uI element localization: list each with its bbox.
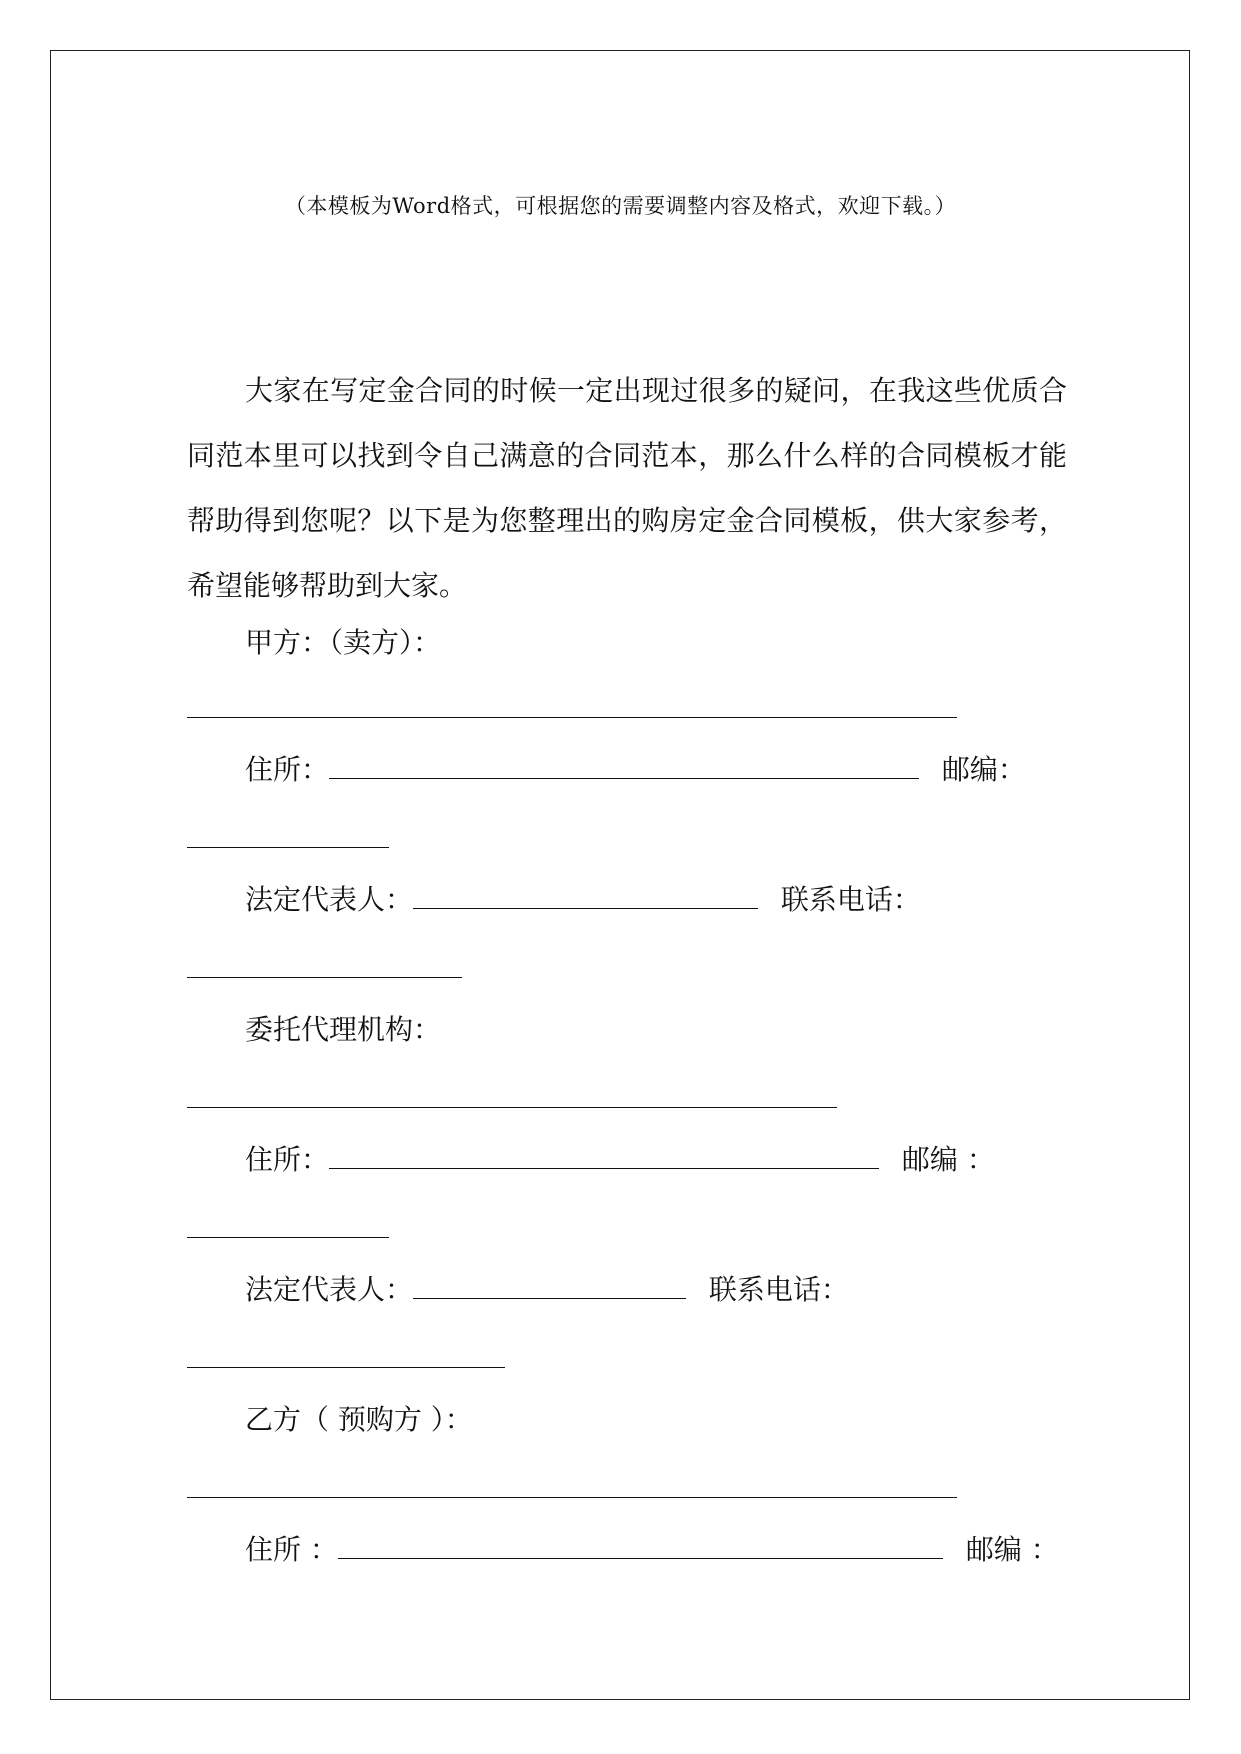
agency-name-field[interactable] (187, 1107, 837, 1108)
address-label-2: 住所： (245, 1143, 330, 1176)
address-row-1 (245, 752, 1026, 788)
legal-rep-label-2: 法定代表人： (245, 1273, 414, 1306)
phone-label-1: 联系电话： (780, 883, 921, 916)
address-row-3 (245, 1532, 1059, 1568)
phone-label-2: 联系电话： (708, 1273, 849, 1306)
address-label-3: 住所 ： (245, 1533, 338, 1566)
address-row-2 (245, 1142, 995, 1178)
postcode-label-3: 邮编 ： (965, 1533, 1059, 1566)
postcode-field-2[interactable] (187, 1237, 389, 1238)
phone-field-1[interactable] (187, 977, 462, 978)
address-label-1: 住所： (245, 753, 330, 786)
address-field-3[interactable] (338, 1532, 943, 1559)
intro-paragraph: 大家在写定金合同的时候一定出现过很多的疑问，在我这些优质合同范本里可以找到令自己满意的合同范本，那么什么样的合同模板才能帮助得到您呢？以下是为您整理出的购房定金合同模板，供大家参考，希望能够帮助到大家。 (187, 374, 1067, 602)
party-b-name-field[interactable] (187, 1497, 957, 1498)
page-border (50, 50, 1190, 1700)
phone-field-2[interactable] (187, 1367, 505, 1368)
postcode-label-1: 邮编： (941, 753, 1026, 786)
address-field-1[interactable] (329, 752, 919, 779)
template-note: （本模板为Word格式，可根据您的需要调整内容及格式，欢迎下载。） (284, 194, 957, 218)
legal-rep-field-1[interactable] (413, 882, 758, 909)
party-a-name-field[interactable] (187, 717, 957, 718)
postcode-field-1[interactable] (187, 847, 389, 848)
party-a-label: 甲方：（卖方）： (245, 626, 442, 659)
agency-label: 委托代理机构： (245, 1013, 442, 1046)
legal-rep-row-1 (245, 882, 921, 918)
party-b-label: 乙方（ 预购方 ）： (245, 1403, 473, 1436)
postcode-label-2: 邮编 ： (901, 1143, 995, 1176)
legal-rep-field-2[interactable] (413, 1272, 686, 1299)
legal-rep-label-1: 法定代表人： (245, 883, 414, 916)
legal-rep-row-2 (245, 1272, 849, 1308)
address-field-2[interactable] (329, 1142, 879, 1169)
